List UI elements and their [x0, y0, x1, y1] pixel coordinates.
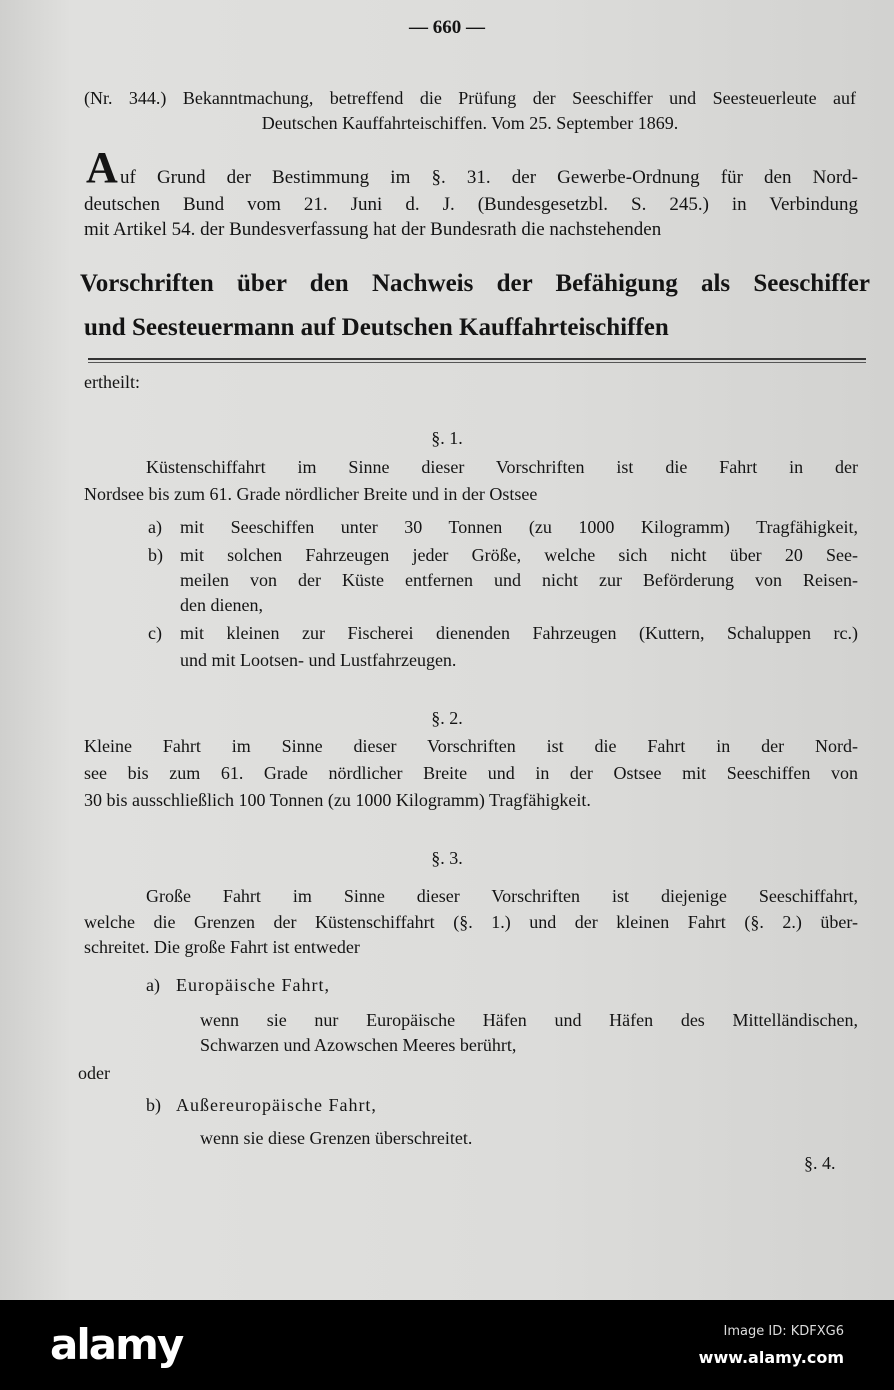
- item-line: wenn sie diese Grenzen überschreitet.: [200, 1128, 473, 1148]
- title-line: und Seesteuermann auf Deutschen Kauffahrteischiffen: [84, 314, 669, 341]
- alamy-logo: alamy: [50, 1320, 183, 1369]
- item-marker: c): [148, 623, 162, 643]
- page-number: — 660 —: [409, 17, 485, 38]
- s2-line: Kleine Fahrt im Sinne dieser Vorschriften ist die Fahrt in der Nord-: [84, 736, 858, 756]
- item-line: mit kleinen zur Fischerei dienenden Fahrzeugen (Kuttern, Schaluppen rc.): [180, 623, 858, 643]
- title-line: Vorschriften über den Nachweis der Befähigung als Seeschiffer: [80, 270, 870, 297]
- section-heading: §. 3.: [431, 848, 463, 868]
- ertheilt-text: ertheilt:: [84, 372, 140, 392]
- s2-line: see bis zum 61. Grade nördlicher Breite und in der Ostsee mit Seeschiffen von: [84, 763, 858, 783]
- s1-line: Nordsee bis zum 61. Grade nördlicher Breite und in der Ostsee: [84, 484, 538, 504]
- header-line: Deutschen Kauffahrteischiffen. Vom 25. September 1869.: [261, 113, 679, 133]
- image-id: Image ID: KDFXG6: [723, 1324, 844, 1339]
- item-line: wenn sie nur Europäische Häfen und Häfen des Mittelländischen,: [200, 1010, 858, 1030]
- item-line: meilen von der Küste entfernen und nicht zur Beförderung von Reisen-: [180, 570, 858, 590]
- item-marker: a): [148, 517, 162, 537]
- item-line: mit solchen Fahrzeugen jeder Größe, welche sich nicht über 20 See-: [180, 545, 858, 565]
- s3-line: Große Fahrt im Sinne dieser Vorschriften ist diejenige Seeschiffahrt,: [146, 886, 858, 906]
- item-line: den dienen,: [180, 595, 263, 615]
- drop-initial: A: [86, 143, 118, 192]
- section-heading: §. 2.: [431, 708, 463, 728]
- s3-line: welche die Grenzen der Küstenschiffahrt (§. 1.) und der kleinen Fahrt (§. 2.) über-: [84, 912, 858, 932]
- section-heading: §. 1.: [431, 428, 463, 448]
- item-marker: a): [146, 975, 160, 995]
- s1-line: Küstenschiffahrt im Sinne dieser Vorschriften ist die Fahrt in der: [146, 457, 858, 477]
- item-line: mit Seeschiffen unter 30 Tonnen (zu 1000 Kilogramm) Tragfähigkeit,: [180, 517, 858, 537]
- intro-line: mit Artikel 54. der Bundesverfassung hat der Bundesrath die nachstehenden: [84, 219, 662, 240]
- header-line: (Nr. 344.) Bekanntmachung, betreffend die Prüfung der Seeschiffer und Seesteuerleute auf: [84, 88, 856, 108]
- intro-line: deutschen Bund vom 21. Juni d. J. (Bundesgesetzbl. S. 245.) in Verbindung: [84, 194, 858, 215]
- item-marker: b): [148, 545, 163, 565]
- divider: [88, 358, 866, 363]
- item-marker: b): [146, 1095, 161, 1115]
- oder-text: oder: [78, 1063, 110, 1083]
- item-line: Schwarzen und Azowschen Meeres berührt,: [200, 1035, 517, 1055]
- item-label: Außereuropäische Fahrt,: [176, 1095, 377, 1115]
- section-heading: §. 4.: [804, 1153, 836, 1173]
- watermark-banner: [0, 1300, 894, 1390]
- item-label: Europäische Fahrt,: [176, 975, 330, 995]
- s2-line: 30 bis ausschließlich 100 Tonnen (zu 1000 Kilogramm) Tragfähigkeit.: [84, 790, 591, 810]
- item-line: und mit Lootsen- und Lustfahrzeugen.: [180, 650, 457, 670]
- s3-line: schreitet. Die große Fahrt ist entweder: [84, 937, 360, 957]
- watermark-url: www.alamy.com: [698, 1348, 844, 1367]
- intro-line: uf Grund der Bestimmung im §. 31. der Gewerbe-Ordnung für den Nord-: [120, 167, 858, 188]
